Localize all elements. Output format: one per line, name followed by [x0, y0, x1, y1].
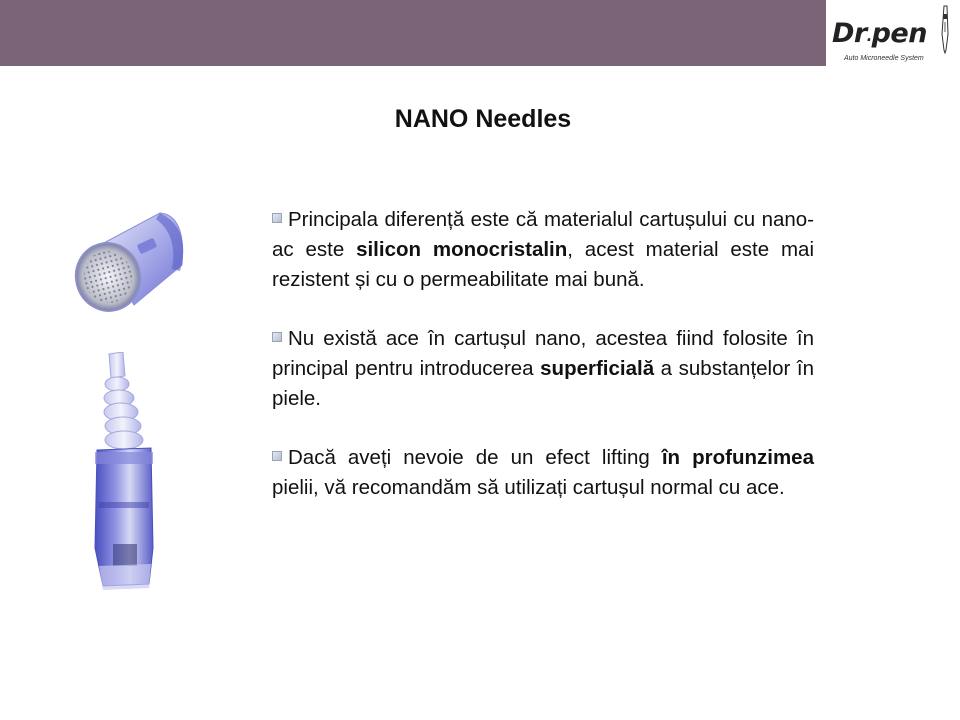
bullet-icon: [272, 213, 282, 223]
paragraph-text: Principala diferență este că materialul cartușului cu nano-ac este: [272, 208, 814, 261]
logo-subtitle: Auto Microneedle System: [844, 55, 924, 62]
logo-dot: .: [866, 29, 872, 45]
paragraph-bold-text: silicon monocristalin: [356, 238, 568, 261]
bullet-icon: [272, 451, 282, 461]
logo-text-dr: Dr: [832, 18, 867, 49]
header-bar: [0, 0, 826, 66]
bullet-paragraph-1: [272, 205, 814, 295]
page-title: NANO Needles: [394, 105, 572, 133]
brand-logo: [826, 0, 960, 66]
bullet-icon: [272, 332, 282, 342]
logo-wordmark: [832, 18, 927, 49]
bullet-paragraph-2: [272, 324, 814, 414]
paragraph-text: pielii, vă recomandăm să utilizați cartușul normal cu ace.: [272, 476, 785, 499]
paragraph-text: , acest material este mai rezistent și cu o permeabilitate mai bună.: [272, 238, 814, 291]
nano-cartridge-head-image: [68, 205, 198, 335]
nano-cartridge-image: [85, 352, 165, 597]
paragraph-text: Nu există ace în cartușul nano, acestea fiind folosite în principal pentru introducerea: [272, 327, 814, 380]
paragraph-bold-text: superficială: [540, 357, 655, 380]
paragraph-text: Dacă aveți nevoie de un efect lifting: [288, 446, 662, 469]
paragraph-text: a substanțelor în piele.: [272, 357, 814, 410]
logo-text-pen: pen: [871, 18, 927, 49]
pen-icon: [938, 4, 952, 54]
paragraph-bold-text: în profunzimea: [661, 446, 814, 469]
bullet-paragraph-3: [272, 443, 814, 503]
content-text: [272, 205, 814, 532]
